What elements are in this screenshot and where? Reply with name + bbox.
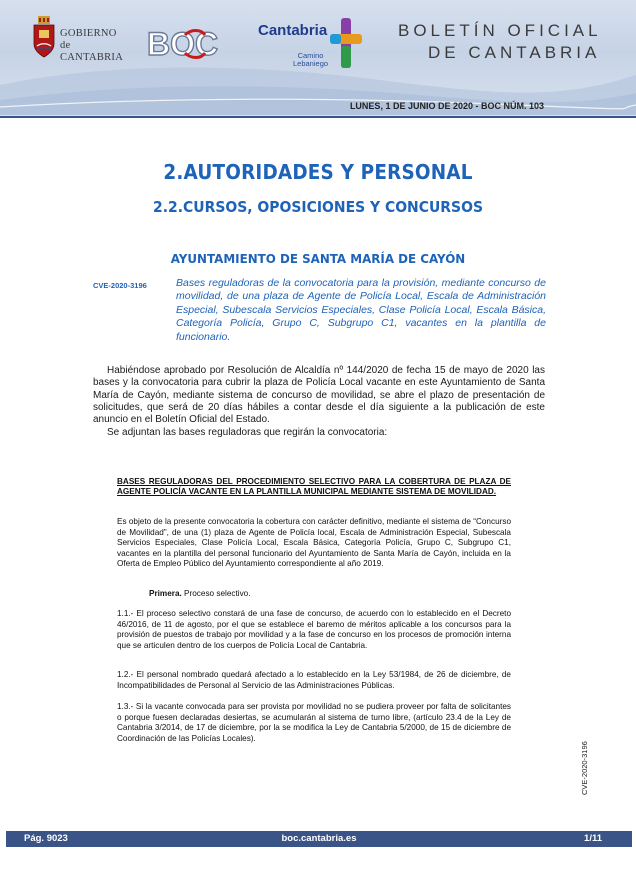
cantabria-line: CANTABRIA: [60, 52, 124, 63]
annex-intro: Es objeto de la presente convocatoria la cobertura con carácter definitivo, mediante el sistema de “Concurso de Movilidad”, de una (1) plaza de Agente de Policía local, Escala de Administración Especial, Subescala Servicios Especiales, Clase Policía Local, Escala Básica, Categoría Policía, Grupo C, Subgrupo C1, vacantes en la plantilla del personal funcionario del Ayuntamiento de Santa María de Cayón, incluida en la Oferta de Empleo Público del Ayuntamiento correspondiente al año 2019.: [117, 517, 511, 569]
page-number: Pág. 9023: [24, 833, 68, 844]
gobierno-de-cantabria-text: [60, 28, 123, 64]
boletin-line-1: BOLETÍN OFICIAL: [398, 21, 602, 40]
gobierno-line: GOBIERNO: [60, 28, 117, 39]
cantabria-camino-lebaniego-logo: [258, 22, 363, 76]
header-divider: [0, 116, 636, 118]
annex-clause-1-2: 1.2.- El personal nombrado quedará afectado a lo establecido en la Ley 53/1984, de 26 de diciembre, de Incompatibilidades de Personal al Servicio de las Administraciones Públicas.: [117, 670, 511, 690]
page-header: [0, 0, 636, 118]
boletin-line-2: DE CANTABRIA: [428, 43, 601, 62]
annex-clause-1-3: 1.3.- Si la vacante convocada para ser provista por movilidad no se pudiera proveer por falta de solicitantes o porque fuesen declaradas desiertas, se acumularán al sistema de turno libre, (artículo 23.4 de la Ley de Cantabria 3/2014, de 17 de diciembre, por la se modifica la Ley de Cantabria 5/2000, de 15 de diciembre de Coordinación de las Policías Locales).: [117, 702, 511, 743]
announcement-paragraph: Habiéndose aprobado por Resolución de Alcaldía nº 144/2020 de fecha 15 de mayo de 2020 las bases y la convocatoria para cubrir la plaza de Policía Local vacante en este Ayuntamiento de Santa María de Cayón, mediante sistema de concurso de movilidad, se abre el plazo de presentación de solicitudes, que será de 20 días hábiles a contar desde el día siguiente a la publicación de este anuncio en el Boletín Oficial del Estado.: [93, 365, 545, 426]
cve-code: CVE-2020-3196: [93, 281, 147, 290]
page-count: 1/11: [584, 833, 602, 844]
announcement-summary: Bases reguladoras de la convocatoria para la provisión, mediante concurso de movilidad, de una plaza de Agente de Policía Local, Escala de Administración Especial, Subescala Servicios Especiales, Clase Policía Local, Escala Básica, Categoría Policía, Grupo C, Subgrupo C1, vacantes en la plantilla de funcionario.: [176, 277, 546, 343]
section-title: 2.AUTORIDADES Y PERSONAL: [163, 160, 473, 184]
de-line: de: [60, 40, 71, 51]
annex-clause-1-1: 1.1.- El proceso selectivo constará de una fase de concurso, de acuerdo con lo establecido en el Decreto 46/2016, de 11 de agosto, por el que se establece el baremo de méritos aplicable a los concursos para la provisión de puestos de trabajo por movilidad y a la fase de concurso en los procesos de promoción interna que se articulen dentro de los cuerpos de Policía Local de Cantabria.: [117, 609, 511, 650]
section-subtitle: 2.2.CURSOS, OPOSICIONES Y CONCURSOS: [152, 198, 484, 216]
lebaniego-line: Lebaniego: [293, 59, 329, 68]
page-footer: [6, 831, 632, 847]
camino-lebaniego-text: [293, 52, 328, 68]
annex-primera: [149, 589, 511, 600]
announcement-paragraph: Se adjuntan las bases reguladoras que regirán la convocatoria:: [107, 427, 388, 438]
primera-label: Primera.: [149, 589, 182, 598]
boc-logo: [145, 25, 233, 61]
coat-of-arms-icon: [33, 16, 55, 58]
svg-text:BOC: BOC: [147, 26, 219, 61]
site-link[interactable]: boc.cantabria.es: [281, 833, 357, 844]
issue-date-line: LUNES, 1 DE JUNIO DE 2020 - BOC NÚM. 103: [349, 101, 544, 111]
side-cve-code: CVE-2020-3196: [580, 741, 589, 795]
camino-line: Camino: [297, 51, 324, 60]
cantabria-wordmark: Cantabria: [258, 22, 328, 39]
primera-text: Proceso selectivo.: [181, 589, 251, 598]
cross-icon: [328, 16, 364, 72]
entity-heading: AYUNTAMIENTO DE SANTA MARÍA DE CAYÓN: [170, 251, 466, 266]
boletin-oficial-title: [398, 20, 602, 64]
annex-title: BASES REGULADORAS DEL PROCEDIMIENTO SELECTIVO PARA LA COBERTURA DE PLAZA DE AGENTE POLICÍA VACANTE EN LA PLANTILLA MUNICIPAL MEDIANTE SISTEMA DE MOVILIDAD.: [117, 477, 511, 496]
